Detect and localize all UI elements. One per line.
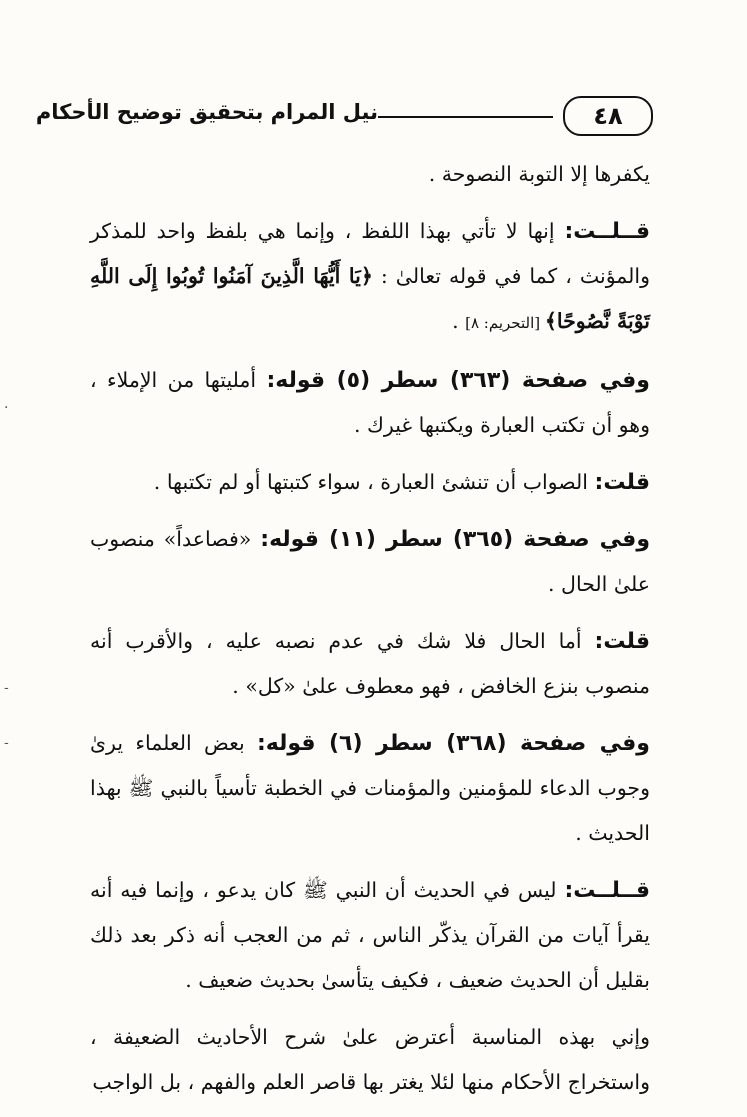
paragraph-lead: قــلــت: — [564, 878, 650, 903]
header-rule — [378, 116, 553, 118]
paragraph: قلت: الصواب أن تنشئ العبارة ، سواء كتبتها أو لم تكتبها . — [153, 470, 650, 495]
paragraph: وفي صفحة (٣٦٨) سطر (٦) قوله: بعض العلماء يرىٰ وجوب الدعاء للمؤمنين والمؤمنات في الخطبة تأسياً بالنبي ﷺ بهذا الحديث . — [90, 731, 650, 845]
paragraph: وإني بهذه المناسبة أعترض علىٰ شرح الأحاديث الضعيفة ، واستخراج الأحكام منها لئلا يغتر بها قاصر العلم والفهم ، بل الواجب — [90, 1025, 650, 1094]
verse-citation: [التحريم: ٨] — [465, 314, 545, 332]
margin-mark: - — [4, 735, 9, 751]
quran-verse: ﴿يَا أَيُّهَا الَّذِينَ آمَنُوا تُوبُوا إِلَى اللَّهِ تَوْبَةً نَّصُوحًا﴾ — [90, 264, 650, 333]
page-number: ٤٨ — [563, 96, 653, 136]
page-body — [90, 152, 650, 1117]
margin-mark: - — [4, 680, 9, 696]
page-header — [35, 96, 653, 140]
paragraph-lead: قلت: — [594, 629, 650, 654]
running-title: نيل المرام بتحقيق توضيح الأحكام — [35, 100, 378, 124]
paragraph: قــلــت: إنها لا تأتي بهذا اللفظ ، وإنما هي بلفظ واحد للمذكر والمؤنث ، كما في قوله تعالىٰ : ﴿يَا أَيُّهَا الَّذِينَ آمَنُوا تُوبُوا إِلَى اللَّهِ تَوْبَةً نَّصُوحًا﴾ [التحريم: ٨] . — [90, 219, 650, 333]
paragraph: يكفرها إلا التوبة النصوحة . — [428, 162, 650, 186]
paragraph: وفي صفحة (٣٦٣) سطر (٥) قوله: أمليتها من الإملاء ، وهو أن تكتب العبارة ويكتبها غيرك . — [90, 368, 650, 437]
paragraph: قلت: أما الحال فلا شك في عدم نصبه عليه ، والأقرب أنه منصوب بنزع الخافض ، فهو معطوف علىٰ «كل» . — [90, 629, 650, 698]
paragraph-lead: وفي صفحة (٣٦٣) سطر (٥) قوله: — [266, 368, 650, 393]
paragraph-lead: قلت: — [594, 470, 650, 495]
paragraph: قــلــت: ليس في الحديث أن النبي ﷺ كان يدعو ، وإنما فيه أنه يقرأ آيات من القرآن يذكّر الناس ، ثم من العجب أنه ذكر بعد ذلك بقليل أن الحديث ضعيف ، فكيف يتأسىٰ بحديث ضعيف . — [90, 878, 650, 992]
paragraph-lead: وفي صفحة (٣٦٥) سطر (١١) قوله: — [260, 527, 650, 552]
paragraph-lead: قــلــت: — [564, 219, 650, 244]
margin-mark: · — [4, 400, 9, 416]
paragraph: وفي صفحة (٣٦٥) سطر (١١) قوله: «فصاعداً» منصوب علىٰ الحال . — [90, 527, 650, 596]
paragraph-lead: وفي صفحة (٣٦٨) سطر (٦) قوله: — [256, 731, 650, 756]
